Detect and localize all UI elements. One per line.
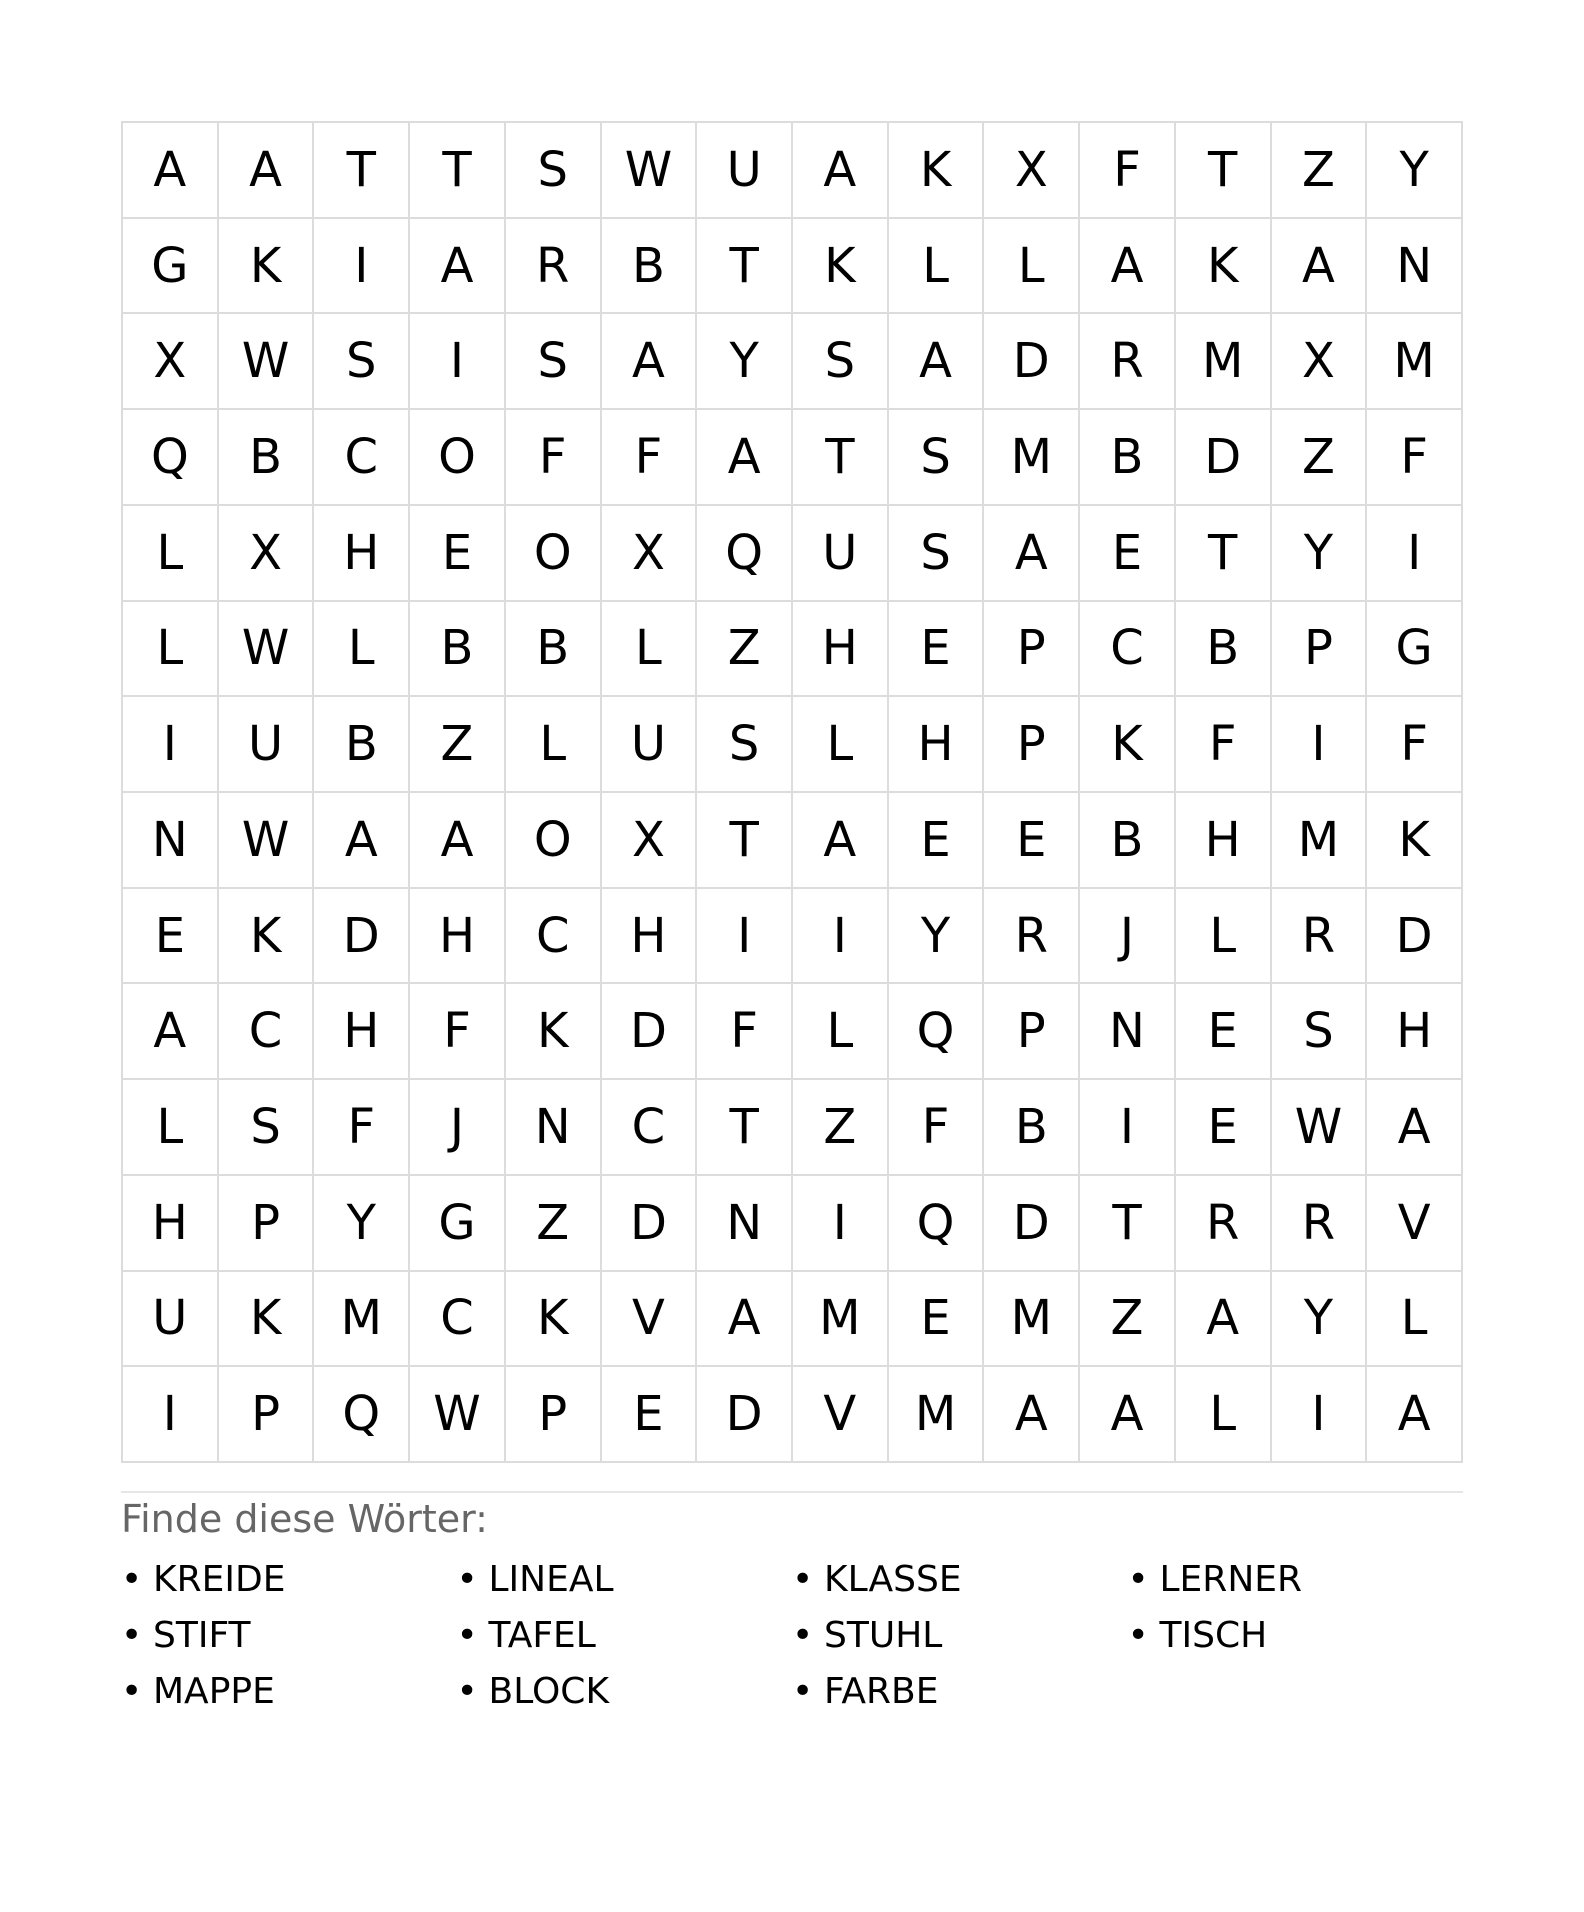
grid-cell[interactable]: U <box>602 697 698 793</box>
grid-cell[interactable]: W <box>219 602 315 698</box>
grid-cell[interactable]: N <box>123 793 219 889</box>
grid-cell[interactable]: D <box>1176 410 1272 506</box>
grid-cell[interactable]: L <box>793 984 889 1080</box>
bullet-icon: • <box>792 1615 814 1656</box>
grid-cell[interactable]: C <box>506 889 602 985</box>
word-list-prompt: Finde diese Wörter: <box>121 1497 488 1541</box>
grid-cell[interactable]: P <box>984 984 1080 1080</box>
grid-cell[interactable]: K <box>889 123 985 219</box>
grid-cell[interactable]: Q <box>123 410 219 506</box>
grid-cell[interactable]: X <box>602 793 698 889</box>
grid-cell[interactable]: Z <box>793 1080 889 1176</box>
grid-cell[interactable]: V <box>602 1272 698 1368</box>
grid-cell[interactable]: C <box>602 1080 698 1176</box>
grid-cell[interactable]: F <box>1367 697 1463 793</box>
grid-cell[interactable]: H <box>889 697 985 793</box>
grid-cell[interactable]: B <box>1080 793 1176 889</box>
grid-cell[interactable]: S <box>793 314 889 410</box>
grid-cell[interactable]: B <box>602 219 698 315</box>
grid-cell[interactable]: R <box>506 219 602 315</box>
bullet-icon: • <box>456 1671 478 1712</box>
grid-cell[interactable]: A <box>1367 1080 1463 1176</box>
grid-cell[interactable]: R <box>1176 1176 1272 1272</box>
grid-cell[interactable]: R <box>1272 889 1368 985</box>
grid-cell[interactable]: B <box>219 410 315 506</box>
grid-cell[interactable]: X <box>602 506 698 602</box>
grid-cell[interactable]: S <box>314 314 410 410</box>
grid-cell[interactable]: P <box>506 1367 602 1463</box>
grid-cell[interactable]: K <box>506 984 602 1080</box>
grid-cell[interactable]: L <box>984 219 1080 315</box>
grid-cell[interactable]: T <box>697 219 793 315</box>
bullet-icon: • <box>1127 1559 1149 1600</box>
grid-cell[interactable]: A <box>889 314 985 410</box>
grid-cell[interactable]: A <box>123 123 219 219</box>
grid-cell[interactable]: L <box>1367 1272 1463 1368</box>
grid-cell[interactable]: C <box>219 984 315 1080</box>
grid-cell[interactable]: D <box>984 314 1080 410</box>
grid-cell[interactable]: I <box>697 889 793 985</box>
grid-cell[interactable]: U <box>123 1272 219 1368</box>
grid-cell[interactable]: V <box>793 1367 889 1463</box>
grid-cell[interactable]: X <box>1272 314 1368 410</box>
grid-cell[interactable]: T <box>410 123 506 219</box>
grid-cell[interactable]: B <box>410 602 506 698</box>
grid-cell[interactable]: H <box>314 984 410 1080</box>
grid-cell[interactable]: A <box>793 793 889 889</box>
grid-cell[interactable]: Z <box>1272 123 1368 219</box>
grid-cell[interactable]: T <box>793 410 889 506</box>
grid-cell[interactable]: U <box>219 697 315 793</box>
grid-cell[interactable]: A <box>1080 219 1176 315</box>
grid-cell[interactable]: H <box>793 602 889 698</box>
grid-cell[interactable]: Z <box>410 697 506 793</box>
grid-cell[interactable]: M <box>1272 793 1368 889</box>
grid-cell[interactable]: B <box>314 697 410 793</box>
grid-cell[interactable]: F <box>314 1080 410 1176</box>
bullet-icon: • <box>121 1671 143 1712</box>
grid-cell[interactable]: G <box>410 1176 506 1272</box>
bullet-icon: • <box>1127 1615 1149 1656</box>
grid-cell[interactable]: A <box>1272 219 1368 315</box>
grid-cell[interactable]: I <box>793 1176 889 1272</box>
grid-cell[interactable]: M <box>984 410 1080 506</box>
grid-cell[interactable]: B <box>984 1080 1080 1176</box>
bullet-icon: • <box>792 1671 814 1712</box>
grid-cell[interactable]: L <box>889 219 985 315</box>
grid-cell[interactable]: F <box>889 1080 985 1176</box>
grid-cell[interactable]: I <box>793 889 889 985</box>
grid-cell[interactable]: L <box>123 602 219 698</box>
grid-cell[interactable]: W <box>602 123 698 219</box>
grid-cell[interactable]: P <box>984 602 1080 698</box>
grid-cell[interactable]: A <box>1367 1367 1463 1463</box>
grid-cell[interactable]: E <box>410 506 506 602</box>
grid-cell[interactable]: I <box>1272 697 1368 793</box>
grid-cell[interactable]: I <box>1367 506 1463 602</box>
grid-cell[interactable]: P <box>984 697 1080 793</box>
grid-cell[interactable]: X <box>123 314 219 410</box>
grid-cell[interactable]: A <box>984 1367 1080 1463</box>
word-label: LERNER <box>1159 1559 1303 1600</box>
grid-cell[interactable]: X <box>984 123 1080 219</box>
grid-cell[interactable]: B <box>1176 602 1272 698</box>
grid-cell[interactable]: C <box>314 410 410 506</box>
grid-cell[interactable]: K <box>1176 219 1272 315</box>
grid-cell[interactable]: A <box>410 793 506 889</box>
grid-cell[interactable]: Q <box>697 506 793 602</box>
grid-cell[interactable]: G <box>1367 602 1463 698</box>
word-list-item <box>1128 1552 1464 1608</box>
grid-cell[interactable]: M <box>1176 314 1272 410</box>
grid-cell[interactable]: A <box>1176 1272 1272 1368</box>
word-search-grid <box>121 121 1463 1463</box>
word-label: KLASSE <box>824 1559 962 1600</box>
grid-cell[interactable]: L <box>506 697 602 793</box>
grid-cell[interactable]: H <box>123 1176 219 1272</box>
grid-cell[interactable]: T <box>697 793 793 889</box>
grid-cell[interactable]: H <box>602 889 698 985</box>
word-label: KREIDE <box>153 1559 286 1600</box>
grid-cell[interactable]: E <box>602 1367 698 1463</box>
grid-cell[interactable]: A <box>602 314 698 410</box>
grid-cell[interactable]: T <box>314 123 410 219</box>
grid-cell[interactable]: D <box>314 889 410 985</box>
grid-cell[interactable]: A <box>410 219 506 315</box>
grid-cell[interactable]: I <box>1272 1367 1368 1463</box>
grid-cell[interactable]: H <box>1367 984 1463 1080</box>
grid-cell[interactable]: S <box>889 410 985 506</box>
grid-cell[interactable]: R <box>1080 314 1176 410</box>
grid-cell[interactable]: E <box>1080 506 1176 602</box>
grid-cell[interactable]: A <box>984 506 1080 602</box>
grid-cell[interactable]: V <box>1367 1176 1463 1272</box>
divider <box>121 1491 1463 1493</box>
grid-cell[interactable]: T <box>1176 123 1272 219</box>
grid-cell[interactable]: C <box>1080 602 1176 698</box>
grid-cell[interactable]: A <box>123 984 219 1080</box>
grid-cell[interactable]: I <box>1080 1080 1176 1176</box>
grid-cell[interactable]: H <box>410 889 506 985</box>
word-list-item <box>792 1552 1128 1608</box>
word-list-item <box>121 1552 457 1608</box>
grid-cell[interactable]: T <box>697 1080 793 1176</box>
grid-cell[interactable]: R <box>1272 1176 1368 1272</box>
grid-cell[interactable]: P <box>219 1176 315 1272</box>
grid-cell[interactable]: M <box>984 1272 1080 1368</box>
grid-cell[interactable]: X <box>219 506 315 602</box>
grid-cell[interactable]: A <box>314 793 410 889</box>
grid-cell[interactable]: K <box>219 1272 315 1368</box>
grid-cell[interactable]: S <box>219 1080 315 1176</box>
word-list <box>121 1552 1463 1720</box>
grid-cell[interactable]: E <box>123 889 219 985</box>
grid-cell[interactable]: M <box>793 1272 889 1368</box>
word-list-item <box>121 1664 457 1720</box>
grid-cell[interactable]: N <box>1367 219 1463 315</box>
grid-cell[interactable]: W <box>219 314 315 410</box>
word-list-item <box>792 1608 1128 1664</box>
grid-cell[interactable]: F <box>1080 123 1176 219</box>
grid-cell[interactable]: L <box>314 602 410 698</box>
word-list-item <box>457 1552 793 1608</box>
grid-cell[interactable]: T <box>1176 506 1272 602</box>
grid-cell[interactable]: Q <box>889 1176 985 1272</box>
grid-cell[interactable]: P <box>219 1367 315 1463</box>
grid-cell[interactable]: A <box>1080 1367 1176 1463</box>
grid-cell[interactable]: E <box>984 793 1080 889</box>
grid-cell[interactable]: H <box>314 506 410 602</box>
bullet-icon: • <box>121 1615 143 1656</box>
grid-cell[interactable]: F <box>506 410 602 506</box>
grid-cell[interactable]: K <box>1080 697 1176 793</box>
grid-cell[interactable]: F <box>1176 697 1272 793</box>
grid-cell[interactable]: I <box>123 697 219 793</box>
grid-cell[interactable]: D <box>697 1367 793 1463</box>
grid-cell[interactable]: Y <box>314 1176 410 1272</box>
grid-cell[interactable]: P <box>1272 602 1368 698</box>
grid-cell[interactable]: G <box>123 219 219 315</box>
grid-cell[interactable]: A <box>219 123 315 219</box>
grid-cell[interactable]: Z <box>506 1176 602 1272</box>
grid-cell[interactable]: W <box>1272 1080 1368 1176</box>
grid-cell[interactable]: K <box>219 889 315 985</box>
word-label: LINEAL <box>488 1559 614 1600</box>
grid-cell[interactable]: K <box>506 1272 602 1368</box>
grid-cell[interactable]: L <box>123 1080 219 1176</box>
bullet-icon: • <box>792 1559 814 1600</box>
grid-cell[interactable]: F <box>602 410 698 506</box>
grid-cell[interactable]: D <box>984 1176 1080 1272</box>
grid-cell[interactable]: O <box>410 410 506 506</box>
grid-cell[interactable]: Y <box>1272 506 1368 602</box>
word-label: TISCH <box>1159 1615 1268 1656</box>
grid-cell[interactable]: D <box>1367 889 1463 985</box>
grid-cell[interactable]: R <box>984 889 1080 985</box>
grid-cell[interactable]: L <box>1176 1367 1272 1463</box>
word-list-item <box>121 1608 457 1664</box>
grid-cell[interactable]: O <box>506 506 602 602</box>
grid-cell[interactable]: U <box>697 123 793 219</box>
grid-cell[interactable]: Z <box>697 602 793 698</box>
grid-cell[interactable]: J <box>410 1080 506 1176</box>
grid-cell[interactable]: M <box>314 1272 410 1368</box>
word-list-item <box>1128 1608 1464 1664</box>
grid-cell[interactable]: L <box>793 697 889 793</box>
grid-cell[interactable]: E <box>889 793 985 889</box>
bullet-icon: • <box>456 1615 478 1656</box>
grid-cell[interactable]: A <box>793 123 889 219</box>
grid-cell[interactable]: E <box>1176 984 1272 1080</box>
grid-cell[interactable]: H <box>1176 793 1272 889</box>
word-list-item <box>457 1608 793 1664</box>
grid-cell[interactable]: S <box>697 697 793 793</box>
grid-cell[interactable]: S <box>889 506 985 602</box>
grid-cell[interactable]: B <box>506 602 602 698</box>
grid-cell[interactable]: K <box>793 219 889 315</box>
grid-cell[interactable]: U <box>793 506 889 602</box>
grid-cell[interactable]: L <box>1176 889 1272 985</box>
grid-cell[interactable]: Y <box>1272 1272 1368 1368</box>
grid-cell[interactable]: L <box>123 506 219 602</box>
word-label: TAFEL <box>488 1615 596 1656</box>
grid-cell[interactable]: B <box>1080 410 1176 506</box>
grid-cell[interactable]: N <box>1080 984 1176 1080</box>
grid-cell[interactable]: S <box>506 314 602 410</box>
grid-cell[interactable]: Q <box>889 984 985 1080</box>
grid-cell[interactable]: E <box>889 1272 985 1368</box>
grid-cell[interactable]: W <box>410 1367 506 1463</box>
grid-cell[interactable]: O <box>506 793 602 889</box>
grid-cell[interactable]: L <box>602 602 698 698</box>
word-label: STIFT <box>153 1615 251 1656</box>
grid-cell[interactable]: A <box>697 410 793 506</box>
grid-cell[interactable]: Y <box>697 314 793 410</box>
grid-cell[interactable]: I <box>123 1367 219 1463</box>
grid-cell[interactable]: M <box>1367 314 1463 410</box>
grid-cell[interactable]: S <box>506 123 602 219</box>
grid-cell[interactable]: F <box>410 984 506 1080</box>
grid-cell[interactable]: N <box>697 1176 793 1272</box>
grid-cell[interactable]: Y <box>889 889 985 985</box>
grid-cell[interactable]: M <box>889 1367 985 1463</box>
grid-cell[interactable]: E <box>889 602 985 698</box>
grid-cell[interactable]: I <box>314 219 410 315</box>
grid-cell[interactable]: C <box>410 1272 506 1368</box>
grid-cell[interactable]: J <box>1080 889 1176 985</box>
word-label: STUHL <box>824 1615 943 1656</box>
grid-cell[interactable]: F <box>697 984 793 1080</box>
grid-cell[interactable]: N <box>506 1080 602 1176</box>
word-label: MAPPE <box>153 1671 275 1712</box>
grid-cell[interactable]: D <box>602 984 698 1080</box>
word-list-item <box>792 1664 1128 1720</box>
word-list-item <box>457 1664 793 1720</box>
grid-cell[interactable]: F <box>1367 410 1463 506</box>
bullet-icon: • <box>456 1559 478 1600</box>
grid-cell[interactable]: W <box>219 793 315 889</box>
grid-cell[interactable]: A <box>697 1272 793 1368</box>
bullet-icon: • <box>121 1559 143 1600</box>
grid-cell[interactable]: E <box>1176 1080 1272 1176</box>
grid-cell[interactable]: T <box>1080 1176 1176 1272</box>
grid-cell[interactable]: K <box>1367 793 1463 889</box>
grid-cell[interactable]: D <box>602 1176 698 1272</box>
grid-cell[interactable]: Z <box>1080 1272 1176 1368</box>
grid-cell[interactable]: I <box>410 314 506 410</box>
word-label: BLOCK <box>488 1671 610 1712</box>
grid-cell[interactable]: K <box>219 219 315 315</box>
word-label: FARBE <box>824 1671 939 1712</box>
grid-cell[interactable]: Q <box>314 1367 410 1463</box>
grid-cell[interactable]: S <box>1272 984 1368 1080</box>
grid-cell[interactable]: Z <box>1272 410 1368 506</box>
grid-cell[interactable]: Y <box>1367 123 1463 219</box>
